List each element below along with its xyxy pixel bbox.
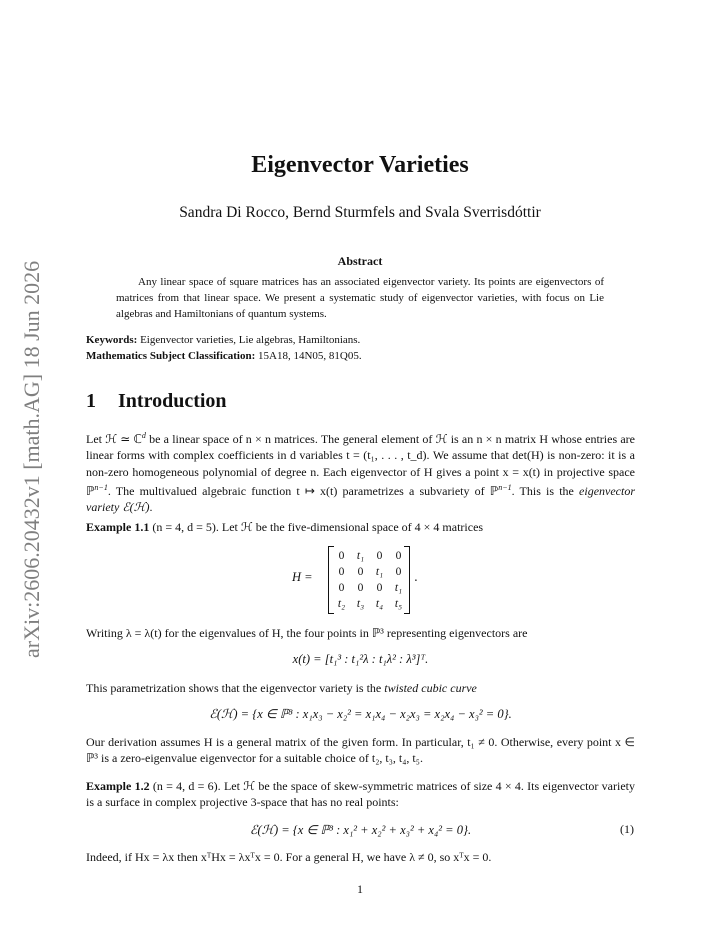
matrix-entry: 0 — [338, 550, 345, 562]
msc-text: 15A18, 14N05, 81Q05. — [258, 350, 362, 362]
matrix-entry: 0 — [357, 566, 364, 578]
abstract-heading: Abstract — [337, 254, 383, 268]
example-1-2-intro: Example 1.2 (n = 4, d = 6). Let ℋ be the space of skew-symmetric matrices of size 4 × 4. Its eigenvector variety is a surface in complex projective 3-space that has no real points: — [86, 779, 635, 810]
msc-line — [86, 348, 646, 364]
arxiv-identifier: arXiv:2606.20432v1 [math.AG] 18 Jun 2026 — [19, 260, 44, 658]
matrix-brackets — [328, 546, 410, 614]
matrix-entry: 0 — [376, 550, 383, 562]
example-1-2-label: Example 1.2 — [86, 779, 150, 793]
keywords-label: Keywords: — [86, 334, 138, 346]
twisted-cubic-sentence: This parametrization shows that the eigenvector variety is the twisted cubic curve — [86, 681, 477, 695]
section-title: Introduction — [118, 390, 227, 412]
matrix-entry: 0 — [357, 582, 364, 594]
matrix-entry: t₂ — [337, 598, 346, 610]
matrix-entry: t₁ — [375, 566, 384, 578]
paper-authors: Sandra Di Rocco, Bernd Sturmfels and Svala Sverrisdóttir — [179, 204, 541, 221]
matrix-period: . — [414, 570, 418, 584]
derivation-paragraph: Our derivation assumes H is a general matrix of the given form. In particular, t₁ ≠ 0. Otherwise, every point x ∈ ℙ³ is a zero-eigenvalue eigenvector for a suitable choice of t₂, t₃, t₄, t₅. — [86, 735, 635, 766]
example-1-1-intro: Example 1.1 (n = 4, d = 5). Let ℋ be the five-dimensional space of 4 × 4 matrices — [86, 520, 484, 534]
matrix-entry: 0 — [376, 582, 383, 594]
keywords-text: Eigenvector varieties, Lie algebras, Hamiltonians. — [140, 334, 361, 346]
msc-label: Mathematics Subject Classification: — [86, 350, 256, 362]
abstract-text: Any linear space of square matrices has an associated eigenvector variety. Its points are eigenvectors of matrices from that linear space. We present a systematic study of eigenvector varieties, with focus on Lie algebras and Hamiltonians of quantum systems. — [116, 276, 604, 320]
section-heading — [86, 390, 227, 413]
matrix-entry: t₁ — [394, 582, 403, 594]
equation-number: (1) — [620, 822, 634, 836]
matrix-entry: t₅ — [394, 598, 403, 610]
matrix-label: H = — [292, 570, 313, 584]
matrix-entry: t₃ — [356, 598, 365, 610]
keywords-block — [86, 332, 646, 364]
parametrization-equation: x(t) = [t₁³ : t₁²λ : t₁λ² : λ³]ᵀ. — [292, 652, 429, 666]
twisted-cubic-equation: ℰ(ℋ) = {x ∈ ℙ³ : x₁x₃ − x₂² = x₁x₄ − x₂x₃ = x₂x₄ − x₃² = 0}. — [209, 707, 512, 721]
matrix-entry: 0 — [395, 550, 402, 562]
indeed-paragraph: Indeed, if Hx = λx then xᵀHx = λxᵀx = 0. For a general H, we have λ ≠ 0, so xᵀx = 0. — [86, 850, 492, 864]
example-1-1-label: Example 1.1 — [86, 520, 150, 534]
paper-title: Eigenvector Varieties — [251, 152, 469, 178]
eigenvalue-sentence: Writing λ = λ(t) for the eigenvalues of H, the four points in ℙ³ representing eigenvectors are — [86, 626, 528, 640]
matrix-entry: 0 — [338, 566, 345, 578]
matrix-entry: t₁ — [356, 550, 365, 562]
section-number: 1 — [86, 390, 96, 412]
matrix-entry: 0 — [395, 566, 402, 578]
skew-symmetric-equation: ℰ(ℋ) = {x ∈ ℙ³ : x₁² + x₂² + x₃² + x₄² = 0}. — [249, 823, 472, 837]
page-number: 1 — [357, 882, 363, 896]
matrix-entry: t₄ — [375, 598, 384, 610]
matrix-entry: 0 — [338, 582, 345, 594]
keywords-line — [86, 332, 646, 348]
matrix-entries — [332, 548, 408, 612]
intro-paragraph: Let ℋ ≃ ℂ$^d$ be a linear space of n × n matrices. The general element of ℋ is an n × n matrix H whose entries are linear forms with complex coefficients in d variables t = (t₁, . . . , t_d). We assume that det(H) is non-zero: it is a non-zero homogeneous polynomial of degree n. Each eigenvector of H gives a point x = x(t) in projective space ℙ$^{n-1}$. The multivalued algebraic function t ↦ x(t) parametrizes a subvariety of ℙ$^{n-1}$. This is the eigenvector variety ℰ(ℋ). — [86, 431, 635, 515]
